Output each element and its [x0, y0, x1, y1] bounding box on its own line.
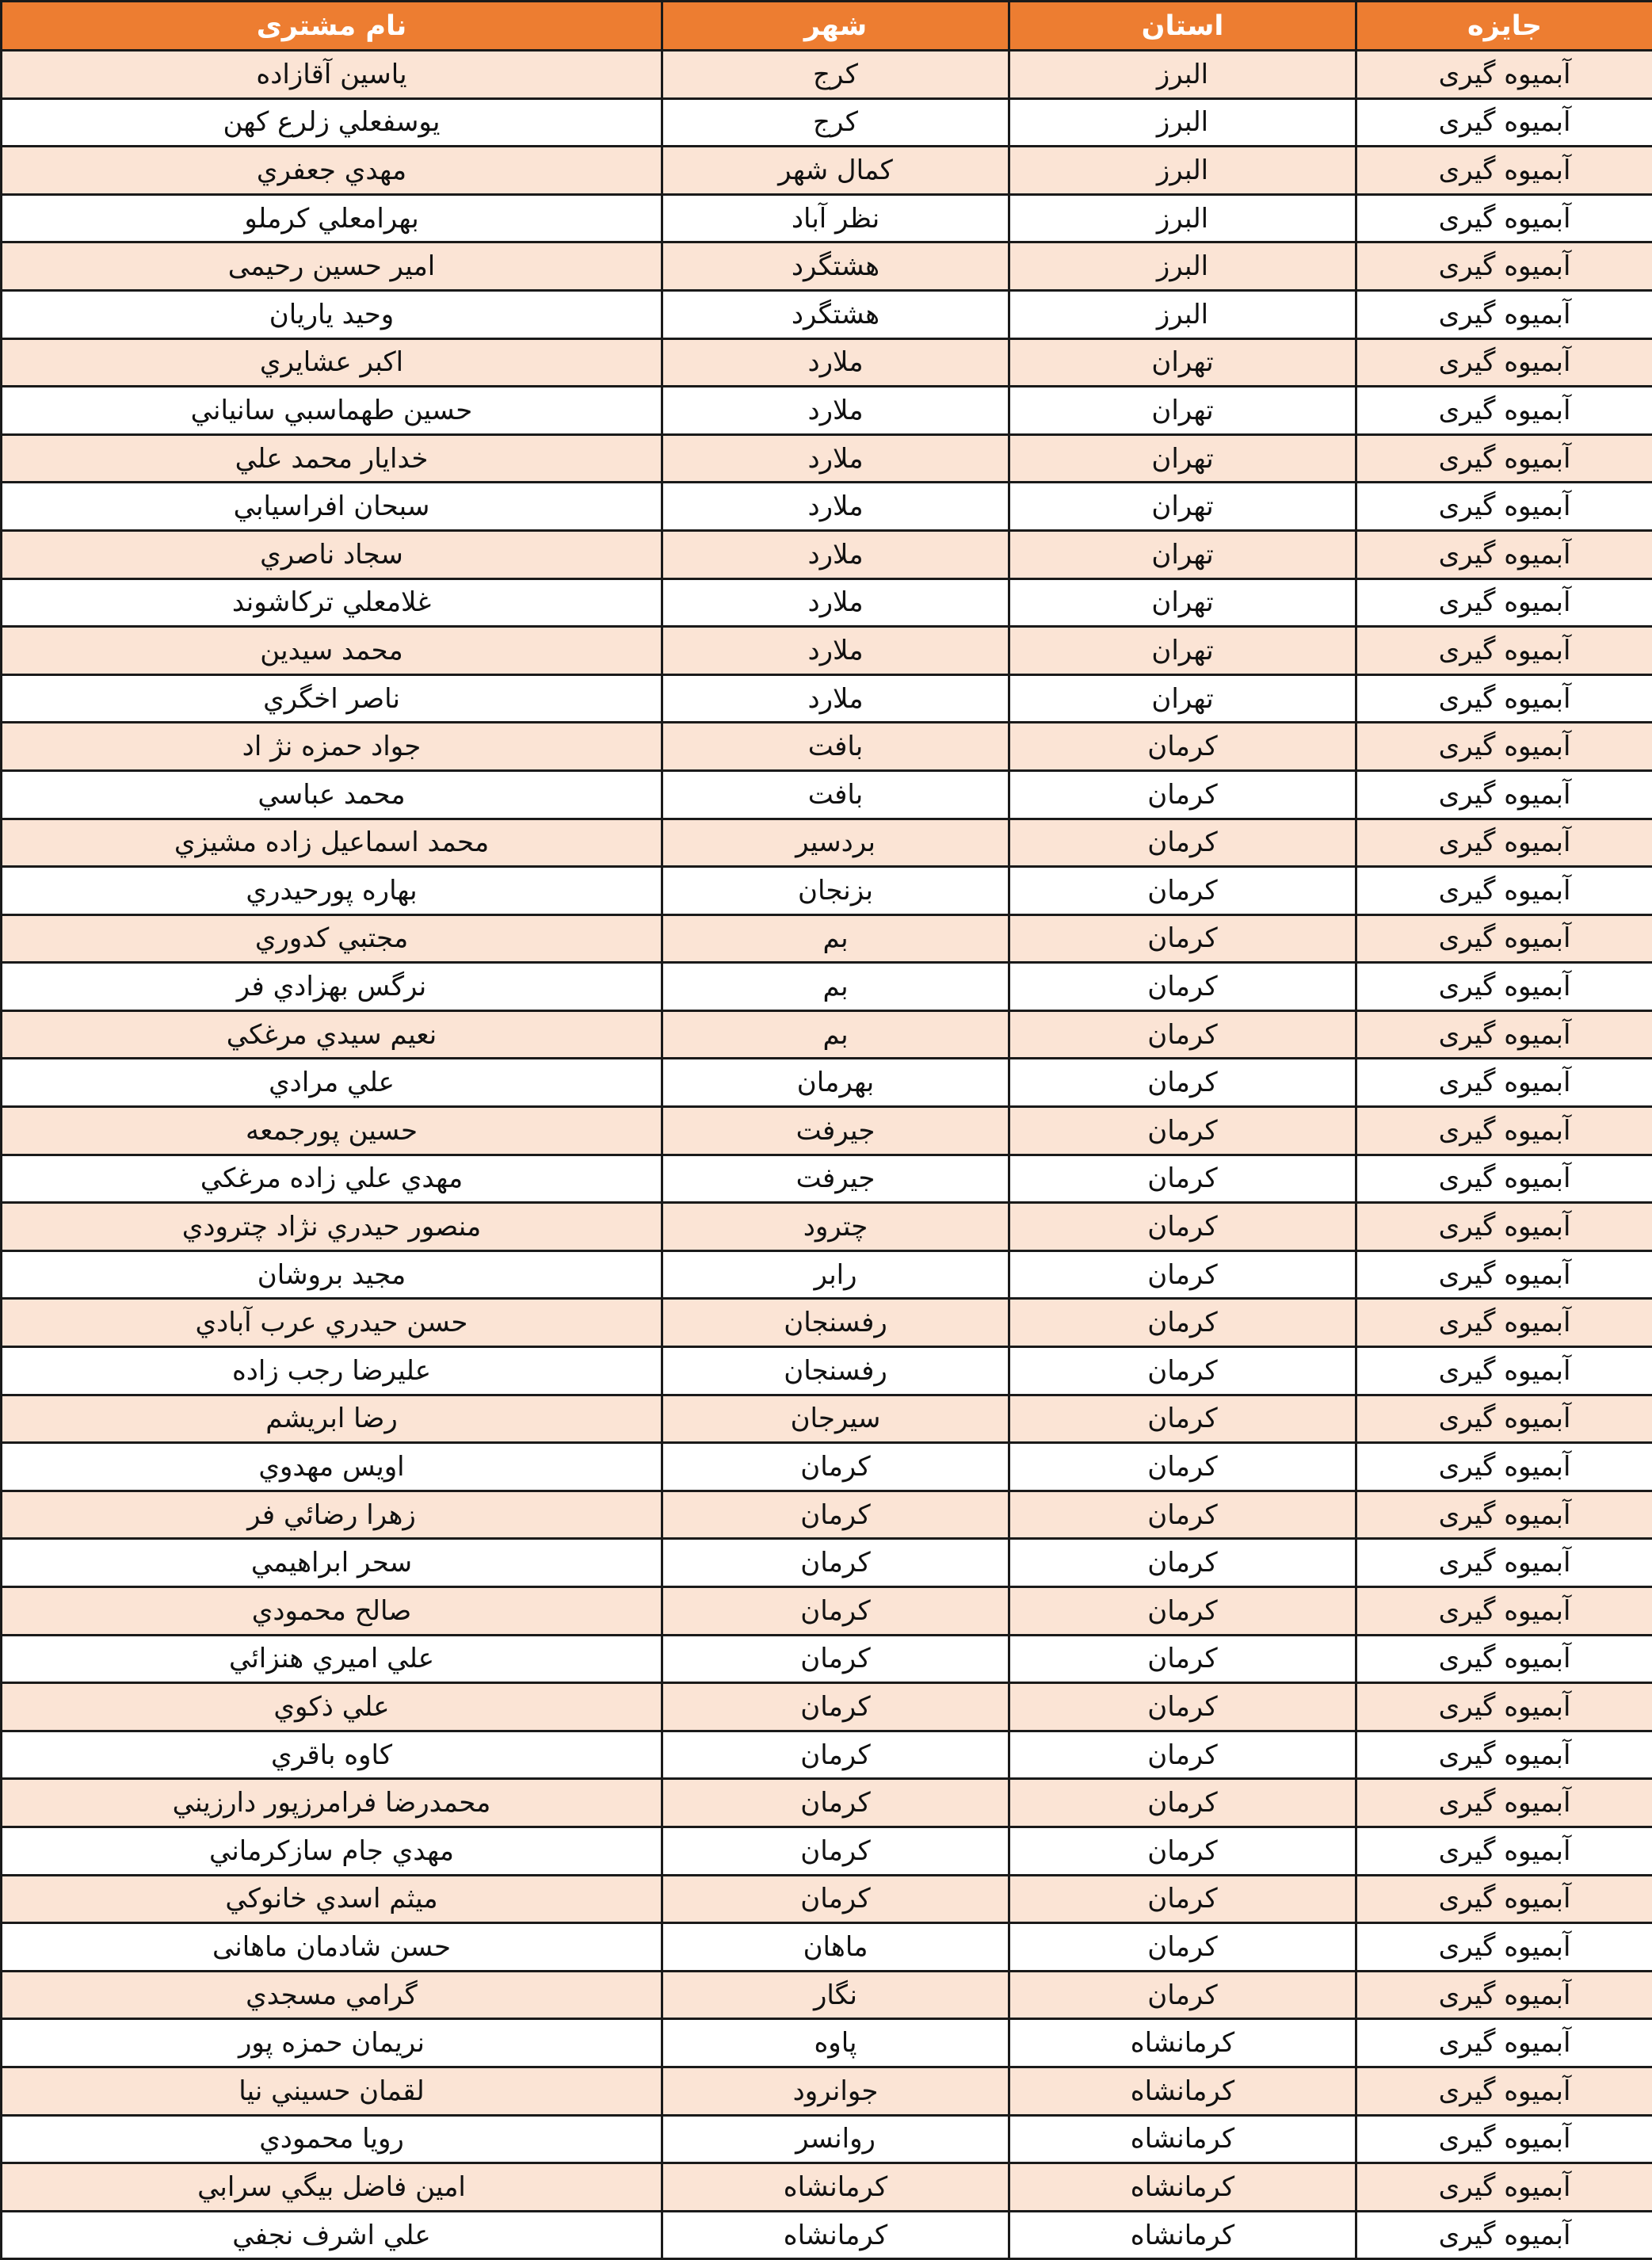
prize-cell: آبمیوه گیری: [1356, 1250, 1652, 1299]
city-cell: جيرفت: [662, 1155, 1009, 1203]
prize-cell: آبمیوه گیری: [1356, 530, 1652, 578]
province-cell: تهران: [1009, 434, 1356, 483]
province-cell: تهران: [1009, 674, 1356, 723]
province-cell: کرمان: [1009, 1587, 1356, 1636]
prize-cell: آبمیوه گیری: [1356, 1155, 1652, 1203]
customer-name-cell: عليرضا رجب زاده: [2, 1347, 662, 1395]
prize-cell: آبمیوه گیری: [1356, 1395, 1652, 1443]
customer-name-cell: بهرامعلي کرملو: [2, 194, 662, 242]
table-row: [2, 770, 1652, 819]
prize-cell: آبمیوه گیری: [1356, 578, 1652, 627]
table-row: [2, 1347, 1652, 1395]
city-cell: بم: [662, 914, 1009, 963]
province-cell: کرمان: [1009, 1539, 1356, 1587]
table-row: [2, 2019, 1652, 2067]
customer-name-cell: نريمان حمزه پور: [2, 2019, 662, 2067]
customer-name-cell: سحر ابراهيمي: [2, 1539, 662, 1587]
city-cell: کرمانشاه: [662, 2163, 1009, 2212]
prize-cell: آبمیوه گیری: [1356, 2019, 1652, 2067]
table-body: [2, 51, 1652, 2259]
city-cell: کرمان: [662, 1731, 1009, 1779]
prize-cell: آبمیوه گیری: [1356, 1731, 1652, 1779]
province-cell: کرمان: [1009, 819, 1356, 867]
customer-name-cell: صالح محمودي: [2, 1587, 662, 1636]
city-cell: رابر: [662, 1250, 1009, 1299]
province-cell: کرمان: [1009, 1731, 1356, 1779]
city-cell: ملارد: [662, 530, 1009, 578]
table-row: [2, 578, 1652, 627]
customer-name-cell: محمد اسماعيل زاده مشيزي: [2, 819, 662, 867]
province-cell: البرز: [1009, 147, 1356, 195]
city-cell: ملارد: [662, 338, 1009, 387]
prize-cell: آبمیوه گیری: [1356, 2115, 1652, 2163]
city-cell: جيرفت: [662, 1107, 1009, 1155]
city-cell: بهرمان: [662, 1059, 1009, 1107]
city-cell: ملارد: [662, 578, 1009, 627]
city-cell: کرمان: [662, 1635, 1009, 1683]
province-cell: کرمان: [1009, 1635, 1356, 1683]
table-row: [2, 1923, 1652, 1972]
customer-name-cell: محمد عباسي: [2, 770, 662, 819]
table-row: [2, 867, 1652, 915]
province-cell: کرمان: [1009, 1107, 1356, 1155]
customer-name-cell: يوسفعلي زلرع كهن: [2, 98, 662, 147]
header-customer: نام مشتری: [2, 2, 662, 51]
prize-cell: آبمیوه گیری: [1356, 194, 1652, 242]
customer-name-cell: مهدي علي زاده مرغکي: [2, 1155, 662, 1203]
prize-cell: آبمیوه گیری: [1356, 1587, 1652, 1636]
province-cell: تهران: [1009, 483, 1356, 531]
province-cell: کرمان: [1009, 1923, 1356, 1972]
table-row: [2, 242, 1652, 291]
table-row: [2, 530, 1652, 578]
province-cell: البرز: [1009, 290, 1356, 338]
prize-cell: آبمیوه گیری: [1356, 1827, 1652, 1875]
customer-name-cell: حسن حيدري عرب آبادي: [2, 1299, 662, 1347]
province-cell: تهران: [1009, 530, 1356, 578]
city-cell: نظر آباد: [662, 194, 1009, 242]
province-cell: کرمان: [1009, 1250, 1356, 1299]
prize-cell: آبمیوه گیری: [1356, 1107, 1652, 1155]
prize-cell: آبمیوه گیری: [1356, 1539, 1652, 1587]
city-cell: کرمان: [662, 1443, 1009, 1491]
prize-cell: آبمیوه گیری: [1356, 2211, 1652, 2259]
table-row: [2, 914, 1652, 963]
customer-name-cell: ناصر اخگري: [2, 674, 662, 723]
customer-name-cell: علي اشرف نجفي: [2, 2211, 662, 2259]
province-cell: کرمان: [1009, 1683, 1356, 1731]
prize-cell: آبمیوه گیری: [1356, 1299, 1652, 1347]
table-row: [2, 1587, 1652, 1636]
table-row: [2, 1203, 1652, 1251]
prize-cell: آبمیوه گیری: [1356, 1059, 1652, 1107]
prize-cell: آبمیوه گیری: [1356, 819, 1652, 867]
city-cell: کرج: [662, 98, 1009, 147]
prize-cell: آبمیوه گیری: [1356, 1347, 1652, 1395]
table-row: [2, 1683, 1652, 1731]
province-cell: کرمان: [1009, 867, 1356, 915]
table-row: [2, 1395, 1652, 1443]
city-cell: کرمان: [662, 1779, 1009, 1827]
table-row: [2, 1827, 1652, 1875]
table-row: [2, 147, 1652, 195]
prize-cell: آبمیوه گیری: [1356, 914, 1652, 963]
province-cell: تهران: [1009, 338, 1356, 387]
city-cell: کرج: [662, 51, 1009, 99]
prize-cell: آبمیوه گیری: [1356, 147, 1652, 195]
table-row: [2, 1779, 1652, 1827]
province-cell: کرمان: [1009, 1395, 1356, 1443]
province-cell: کرمان: [1009, 1203, 1356, 1251]
header-prize: جایزه: [1356, 2, 1652, 51]
customer-name-cell: مجتبي کدوري: [2, 914, 662, 963]
prize-cell: آبمیوه گیری: [1356, 1779, 1652, 1827]
province-cell: تهران: [1009, 387, 1356, 435]
city-cell: کمال شهر: [662, 147, 1009, 195]
prize-cell: آبمیوه گیری: [1356, 867, 1652, 915]
province-cell: کرمان: [1009, 1155, 1356, 1203]
province-cell: کرمانشاه: [1009, 2067, 1356, 2115]
prize-cell: آبمیوه گیری: [1356, 1683, 1652, 1731]
customer-name-cell: منصور حيدري نژاد چترودي: [2, 1203, 662, 1251]
table-row: [2, 1875, 1652, 1923]
city-cell: هشتگرد: [662, 290, 1009, 338]
customer-name-cell: سجاد ناصري: [2, 530, 662, 578]
table-row: [2, 1491, 1652, 1539]
customer-name-cell: خدايار محمد علي: [2, 434, 662, 483]
city-cell: ماهان: [662, 1923, 1009, 1972]
customer-name-cell: حسين طهماسبي سانياني: [2, 387, 662, 435]
city-cell: کرمان: [662, 1539, 1009, 1587]
province-cell: کرمان: [1009, 1875, 1356, 1923]
customer-name-cell: یاسین آقازاده: [2, 51, 662, 99]
province-cell: کرمانشاه: [1009, 2115, 1356, 2163]
prize-cell: آبمیوه گیری: [1356, 483, 1652, 531]
city-cell: بم: [662, 963, 1009, 1011]
table-row: [2, 2211, 1652, 2259]
province-cell: کرمان: [1009, 1827, 1356, 1875]
city-cell: رفسنجان: [662, 1347, 1009, 1395]
city-cell: کرمان: [662, 1827, 1009, 1875]
city-cell: کرمان: [662, 1491, 1009, 1539]
city-cell: ملارد: [662, 387, 1009, 435]
customer-name-cell: امیر حسین رحیمی: [2, 242, 662, 291]
prize-cell: آبمیوه گیری: [1356, 674, 1652, 723]
customer-name-cell: سبحان افراسيابي: [2, 483, 662, 531]
prize-cell: آبمیوه گیری: [1356, 1491, 1652, 1539]
province-cell: کرمان: [1009, 770, 1356, 819]
customer-name-cell: محمدرضا فرامرزپور دارزيني: [2, 1779, 662, 1827]
customer-name-cell: بهاره پورحيدري: [2, 867, 662, 915]
table-row: [2, 1539, 1652, 1587]
table-row: [2, 1059, 1652, 1107]
customer-name-cell: رويا محمودي: [2, 2115, 662, 2163]
city-cell: هشتگرد: [662, 242, 1009, 291]
city-cell: بافت: [662, 770, 1009, 819]
table-row: [2, 194, 1652, 242]
table-row: [2, 723, 1652, 771]
customer-name-cell: مجيد بروشان: [2, 1250, 662, 1299]
customer-name-cell: علي مرادي: [2, 1059, 662, 1107]
table-row: [2, 434, 1652, 483]
province-cell: کرمان: [1009, 723, 1356, 771]
city-cell: کرمان: [662, 1875, 1009, 1923]
table-row: [2, 51, 1652, 99]
city-cell: ملارد: [662, 627, 1009, 675]
prize-cell: آبمیوه گیری: [1356, 1875, 1652, 1923]
prize-cell: آبمیوه گیری: [1356, 723, 1652, 771]
table-row: [2, 819, 1652, 867]
city-cell: کرمان: [662, 1683, 1009, 1731]
customer-name-cell: اويس مهدوي: [2, 1443, 662, 1491]
prize-cell: آبمیوه گیری: [1356, 1635, 1652, 1683]
table-row: [2, 2067, 1652, 2115]
table-row: [2, 963, 1652, 1011]
province-cell: تهران: [1009, 627, 1356, 675]
customer-name-cell: ميثم اسدي خانوکي: [2, 1875, 662, 1923]
customer-name-cell: حسين پورجمعه: [2, 1107, 662, 1155]
city-cell: جوانرود: [662, 2067, 1009, 2115]
prize-cell: آبمیوه گیری: [1356, 1971, 1652, 2019]
prize-cell: آبمیوه گیری: [1356, 434, 1652, 483]
prize-cell: آبمیوه گیری: [1356, 1203, 1652, 1251]
customer-name-cell: نعيم سيدي مرغکي: [2, 1010, 662, 1059]
prize-cell: آبمیوه گیری: [1356, 963, 1652, 1011]
prize-cell: آبمیوه گیری: [1356, 627, 1652, 675]
customer-name-cell: مهدي جام سازکرماني: [2, 1827, 662, 1875]
customer-name-cell: حسن شادمان ماهانی: [2, 1923, 662, 1972]
city-cell: بم: [662, 1010, 1009, 1059]
header-city: شهر: [662, 2, 1009, 51]
prize-cell: آبمیوه گیری: [1356, 51, 1652, 99]
province-cell: البرز: [1009, 98, 1356, 147]
customer-name-cell: امين فاضل بيگي سرابي: [2, 2163, 662, 2212]
table-row: [2, 1971, 1652, 2019]
prize-cell: آبمیوه گیری: [1356, 242, 1652, 291]
customer-name-cell: کاوه باقري: [2, 1731, 662, 1779]
table-row: [2, 98, 1652, 147]
province-cell: کرمان: [1009, 963, 1356, 1011]
province-cell: کرمانشاه: [1009, 2163, 1356, 2212]
province-cell: کرمان: [1009, 1491, 1356, 1539]
customer-name-cell: گرامي مسجدي: [2, 1971, 662, 2019]
prize-cell: آبمیوه گیری: [1356, 1443, 1652, 1491]
header-row: [2, 2, 1652, 51]
city-cell: نگار: [662, 1971, 1009, 2019]
city-cell: بزنجان: [662, 867, 1009, 915]
table-row: [2, 483, 1652, 531]
prize-cell: آبمیوه گیری: [1356, 770, 1652, 819]
table-row: [2, 387, 1652, 435]
city-cell: بافت: [662, 723, 1009, 771]
customer-name-cell: علي ذکوي: [2, 1683, 662, 1731]
header-province: استان: [1009, 2, 1356, 51]
table-row: [2, 1010, 1652, 1059]
prize-cell: آبمیوه گیری: [1356, 98, 1652, 147]
table-row: [2, 1155, 1652, 1203]
table-row: [2, 1443, 1652, 1491]
prize-cell: آبمیوه گیری: [1356, 387, 1652, 435]
table-row: [2, 2115, 1652, 2163]
customer-name-cell: جواد حمزه نژ اد: [2, 723, 662, 771]
city-cell: کرمان: [662, 1587, 1009, 1636]
city-cell: ملارد: [662, 434, 1009, 483]
province-cell: کرمان: [1009, 1059, 1356, 1107]
prize-cell: آبمیوه گیری: [1356, 1923, 1652, 1972]
prize-cell: آبمیوه گیری: [1356, 1010, 1652, 1059]
province-cell: البرز: [1009, 242, 1356, 291]
province-cell: البرز: [1009, 51, 1356, 99]
table-row: [2, 674, 1652, 723]
table-row: [2, 1250, 1652, 1299]
city-cell: ملارد: [662, 483, 1009, 531]
city-cell: ملارد: [662, 674, 1009, 723]
province-cell: کرمان: [1009, 914, 1356, 963]
province-cell: کرمانشاه: [1009, 2019, 1356, 2067]
city-cell: پاوه: [662, 2019, 1009, 2067]
customer-name-cell: رضا ابريشم: [2, 1395, 662, 1443]
prize-cell: آبمیوه گیری: [1356, 338, 1652, 387]
table-row: [2, 290, 1652, 338]
province-cell: کرمان: [1009, 1299, 1356, 1347]
table-row: [2, 2163, 1652, 2212]
city-cell: چترود: [662, 1203, 1009, 1251]
province-cell: کرمان: [1009, 1779, 1356, 1827]
customer-name-cell: محمد سيدين: [2, 627, 662, 675]
province-cell: کرمان: [1009, 1971, 1356, 2019]
prize-cell: آبمیوه گیری: [1356, 2067, 1652, 2115]
province-cell: البرز: [1009, 194, 1356, 242]
province-cell: کرمان: [1009, 1443, 1356, 1491]
city-cell: روانسر: [662, 2115, 1009, 2163]
city-cell: بردسير: [662, 819, 1009, 867]
province-cell: کرمانشاه: [1009, 2211, 1356, 2259]
customer-name-cell: وحید یاریان: [2, 290, 662, 338]
table-row: [2, 1635, 1652, 1683]
customer-name-cell: غلامعلي ترکاشوند: [2, 578, 662, 627]
province-cell: کرمان: [1009, 1347, 1356, 1395]
city-cell: سيرجان: [662, 1395, 1009, 1443]
customer-name-cell: علي اميري هنزائي: [2, 1635, 662, 1683]
table-row: [2, 627, 1652, 675]
prize-cell: آبمیوه گیری: [1356, 2163, 1652, 2212]
table-row: [2, 1299, 1652, 1347]
customer-name-cell: لقمان حسيني نيا: [2, 2067, 662, 2115]
city-cell: کرمانشاه: [662, 2211, 1009, 2259]
table-row: [2, 1731, 1652, 1779]
customer-name-cell: نرگس بهزادي فر: [2, 963, 662, 1011]
prize-cell: آبمیوه گیری: [1356, 290, 1652, 338]
table-row: [2, 1107, 1652, 1155]
city-cell: رفسنجان: [662, 1299, 1009, 1347]
customer-name-cell: مهدي جعفري: [2, 147, 662, 195]
province-cell: تهران: [1009, 578, 1356, 627]
table-row: [2, 338, 1652, 387]
customer-name-cell: زهرا رضائي فر: [2, 1491, 662, 1539]
customer-name-cell: اکبر عشايري: [2, 338, 662, 387]
province-cell: کرمان: [1009, 1010, 1356, 1059]
